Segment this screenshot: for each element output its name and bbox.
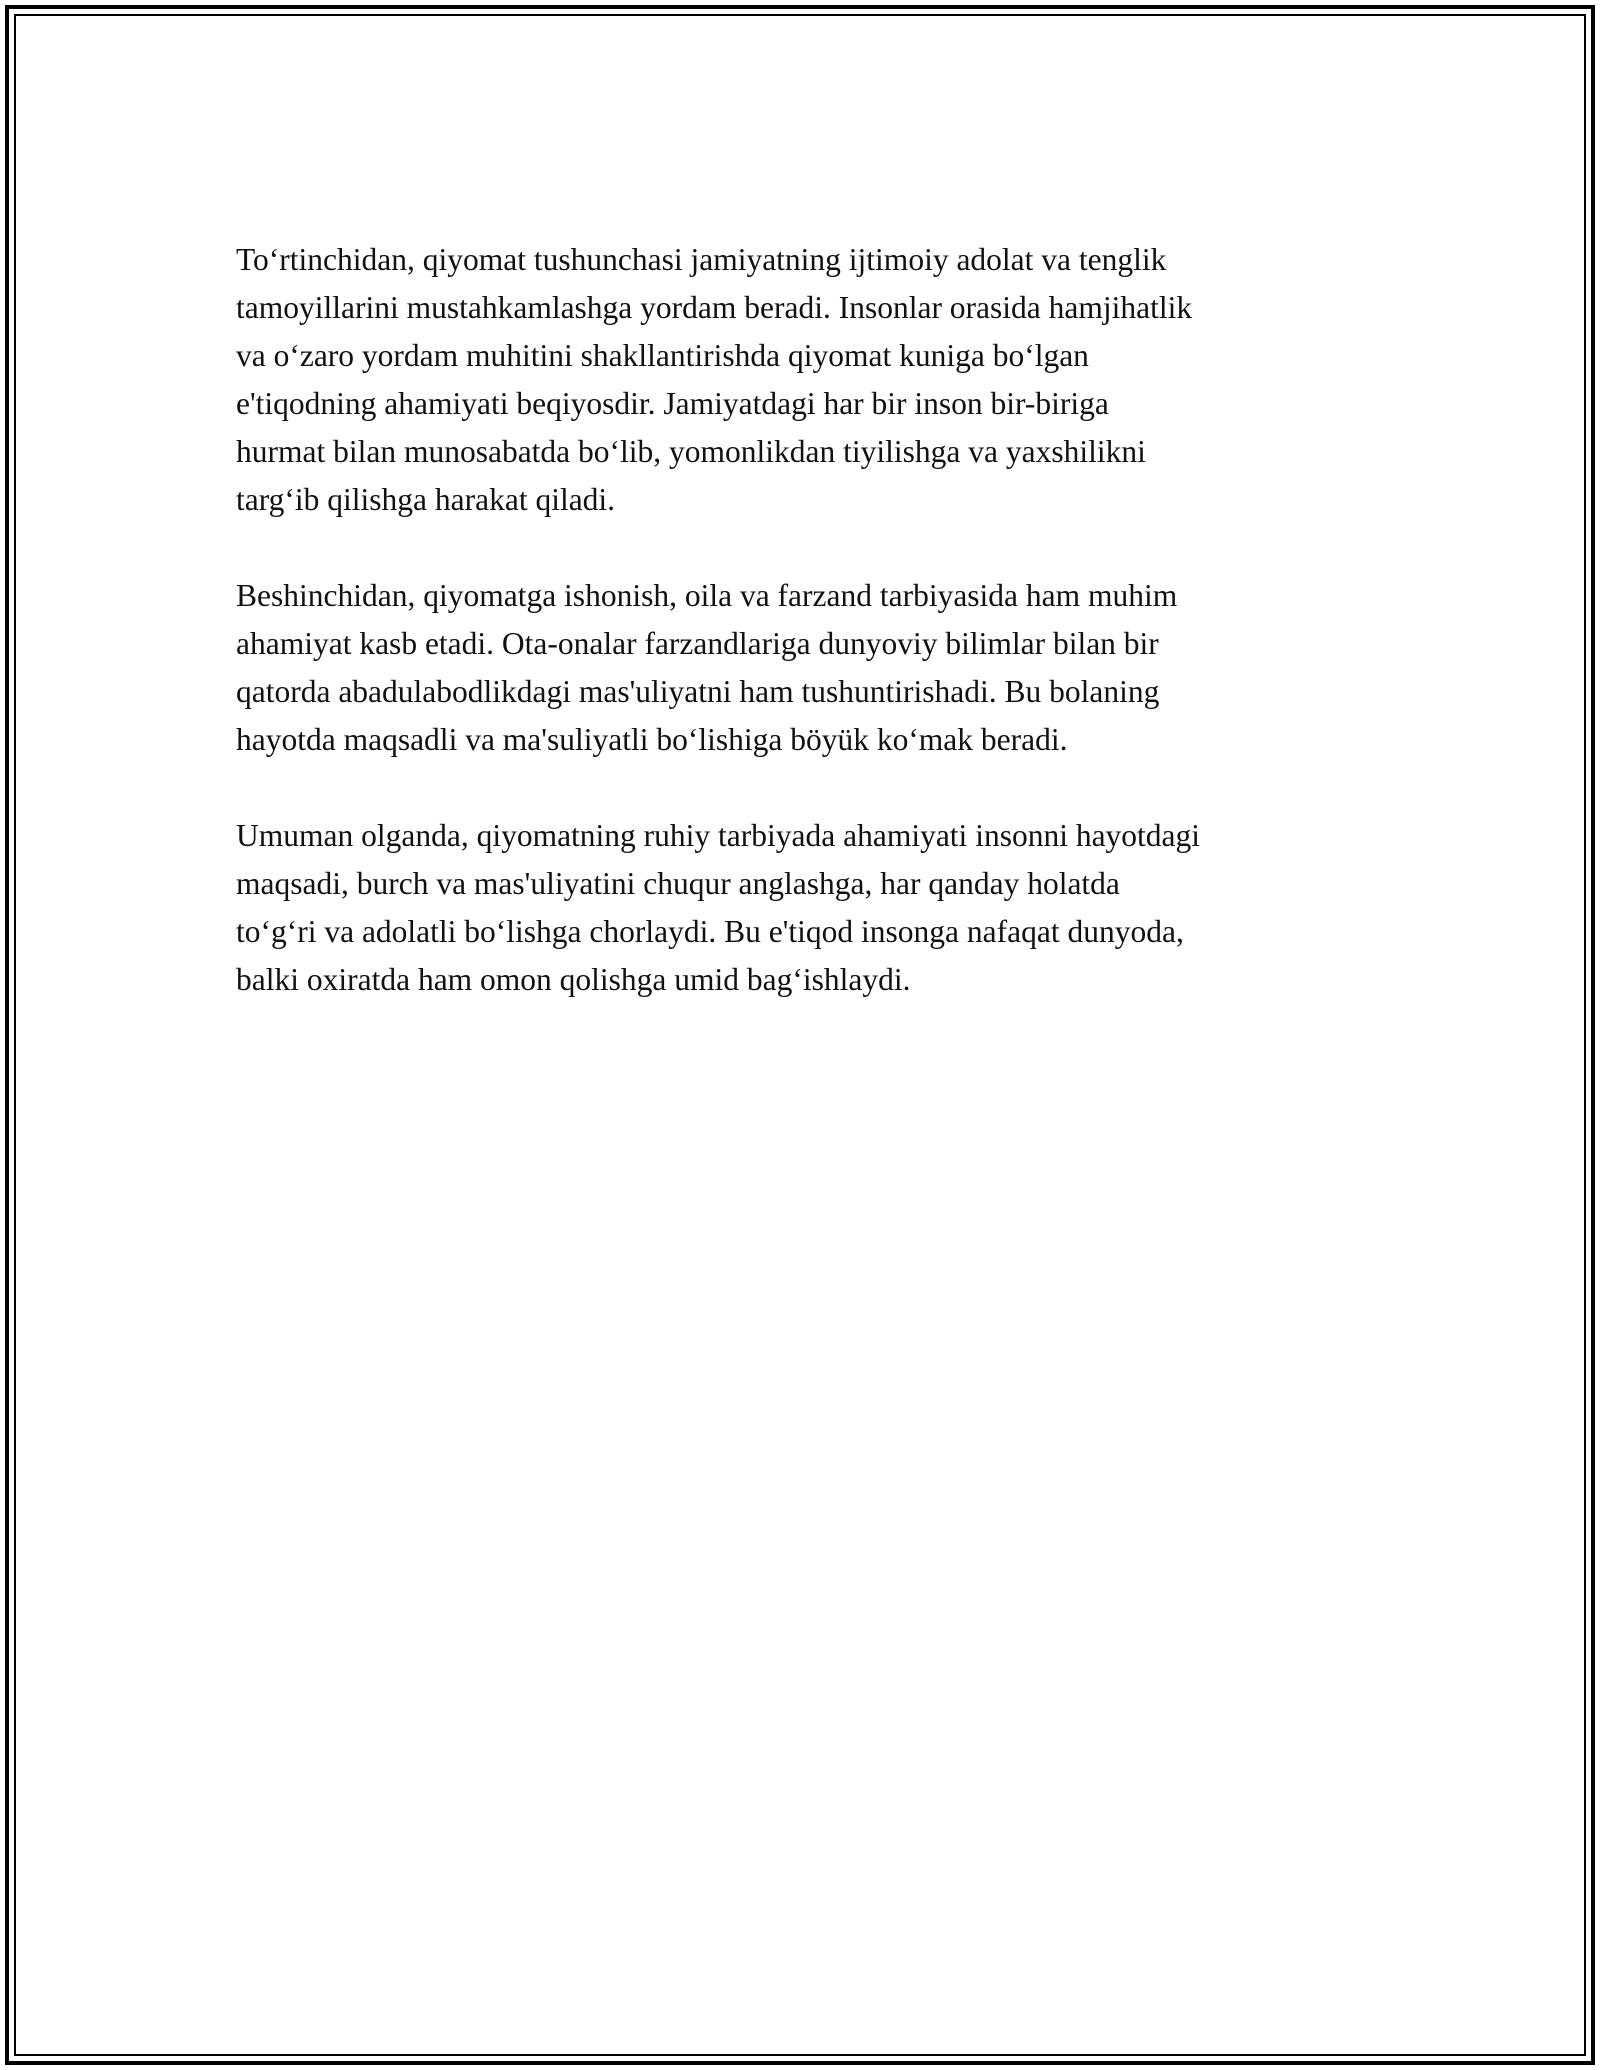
paragraph-conclusion <box>236 812 1416 1004</box>
text-line: hurmat bilan munosabatda bo‘lib, yomonlikdan tiyilishga va yaxshilikni <box>236 434 1146 469</box>
text-line: va o‘zaro yordam muhitini shakllantirishda qiyomat kuniga bo‘lgan <box>236 338 1089 373</box>
text-line: tamoyillarini mustahkamlashga yordam beradi. Insonlar orasida hamjihatlik <box>236 290 1193 325</box>
text-line: targ‘ib qilishga harakat qiladi. <box>236 482 616 517</box>
text-line: balki oxiratda ham omon qolishga umid bag‘ishlaydi. <box>236 962 911 997</box>
text-line: Umuman olganda, qiyomatning ruhiy tarbiyada ahamiyati insonni hayotdagi <box>236 818 1201 853</box>
paragraph-fourth-point <box>236 236 1416 524</box>
text-line: e'tiqodning ahamiyati beqiyosdir. Jamiyatdagi har bir inson bir-biriga <box>236 386 1109 421</box>
document-body <box>236 236 1416 1052</box>
paragraph-fifth-point <box>236 572 1416 764</box>
text-line: Beshinchidan, qiyomatga ishonish, oila va farzand tarbiyasida ham muhim <box>236 578 1178 613</box>
text-line: hayotda maqsadli va ma'suliyatli bo‘lishiga böyük ko‘mak beradi. <box>236 722 1068 757</box>
text-line: To‘rtinchidan, qiyomat tushunchasi jamiyatning ijtimoiy adolat va tenglik <box>236 242 1167 277</box>
text-line: maqsadi, burch va mas'uliyatini chuqur anglashga, har qanday holatda <box>236 866 1120 901</box>
text-line: ahamiyat kasb etadi. Ota-onalar farzandlariga dunyoviy bilimlar bilan bir <box>236 626 1159 661</box>
text-line: to‘g‘ri va adolatli bo‘lishga chorlaydi. Bu e'tiqod insonga nafaqat dunyoda, <box>236 914 1184 949</box>
text-line: qatorda abadulabodlikdagi mas'uliyatni ham tushuntirishadi. Bu bolaning <box>236 674 1160 709</box>
